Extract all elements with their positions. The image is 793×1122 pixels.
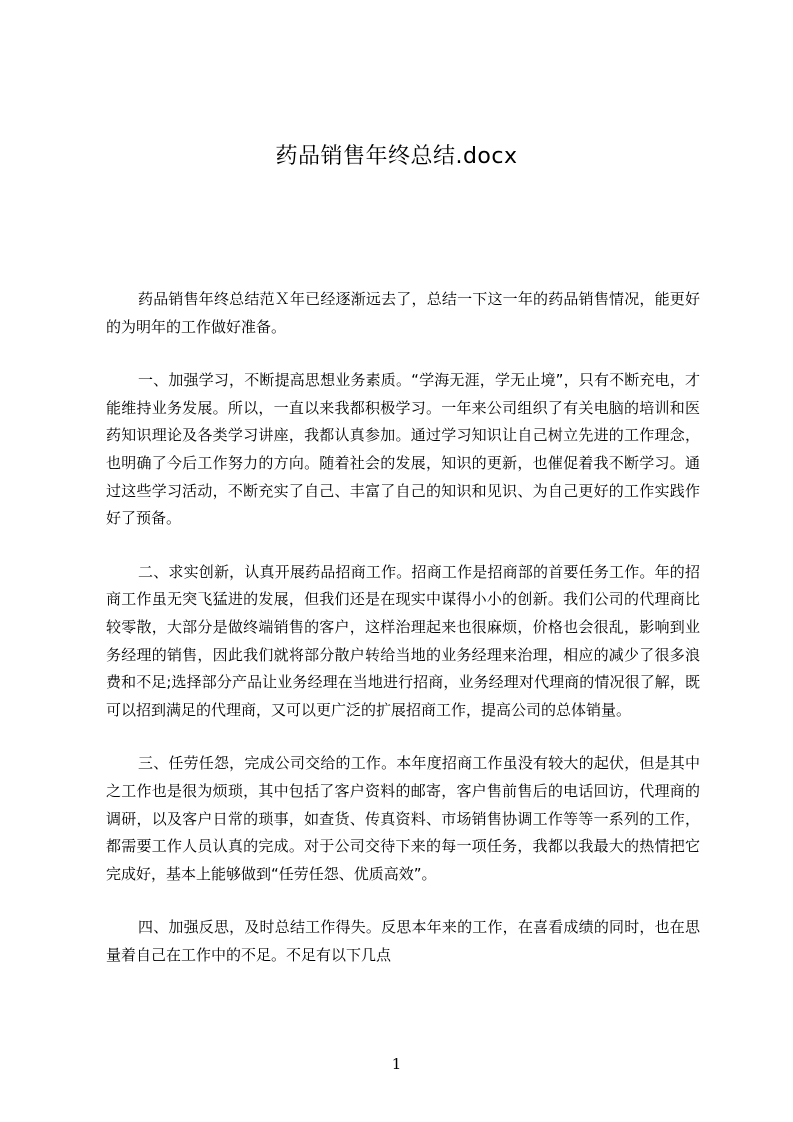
section-two-paragraph: 二、求实创新，认真开展药品招商工作。招商工作是招商部的首要任务工作。年的招商工作虽无突飞猛进的发展，但我们还是在现实中谋得小小的创新。我们公司的代理商比较零散，大部分是做终端销售的客户，这样治理起来也很麻烦，价格也会很乱，影响到业务经理的销售，因此我们就将部分散户转给当地的业务经理来治理，相应的减少了很多浪费和不足;选择部分产品让业务经理在当地进行招商，业务经理对代理商的情况很了解，既可以招到满足的代理商，又可以更广泛的扩展招商工作，提高公司的总体销量。 <box>106 562 700 719</box>
document-body <box>106 286 700 995</box>
document-title: 药品销售年终总结.docx <box>275 144 518 169</box>
section-four-paragraph: 四、加强反思，及时总结工作得失。反思本年来的工作，在喜看成绩的同时，也在思量着自己在工作中的不足。不足有以下几点 <box>106 918 700 964</box>
page-number: 1 <box>391 1055 402 1073</box>
section-one-paragraph: 一、加强学习，不断提高思想业务素质。“学海无涯，学无止境”，只有不断充电，才能维持业务发展。所以，一直以来我都积极学习。一年来公司组织了有关电脑的培训和医药知识理论及各类学习讲座，我都认真参加。通过学习知识让自己树立先进的工作理念，也明确了今后工作努力的方向。随着社会的发展，知识的更新，也催促着我不断学习。通过这些学习活动，不断充实了自己、丰富了自己的知识和见识、为自己更好的工作实践作好了预备。 <box>106 371 700 528</box>
intro-paragraph: 药品销售年终总结范Ｘ年已经逐渐远去了，总结一下这一年的药品销售情况，能更好的为明年的工作做好准备。 <box>106 290 700 336</box>
section-three-paragraph: 三、任劳任怨，完成公司交给的工作。本年度招商工作虽没有较大的起伏，但是其中之工作也是很为烦琐，其中包括了客户资料的邮寄，客户售前售后的电话回访，代理商的调研，以及客户日常的琐事，如查货、传真资料、市场销售协调工作等等一系列的工作，都需要工作人员认真的完成。对于公司交待下来的每一项任务，我都以我最大的热情把它完成好，基本上能够做到“任劳任怨、优质高效”。 <box>106 754 700 883</box>
